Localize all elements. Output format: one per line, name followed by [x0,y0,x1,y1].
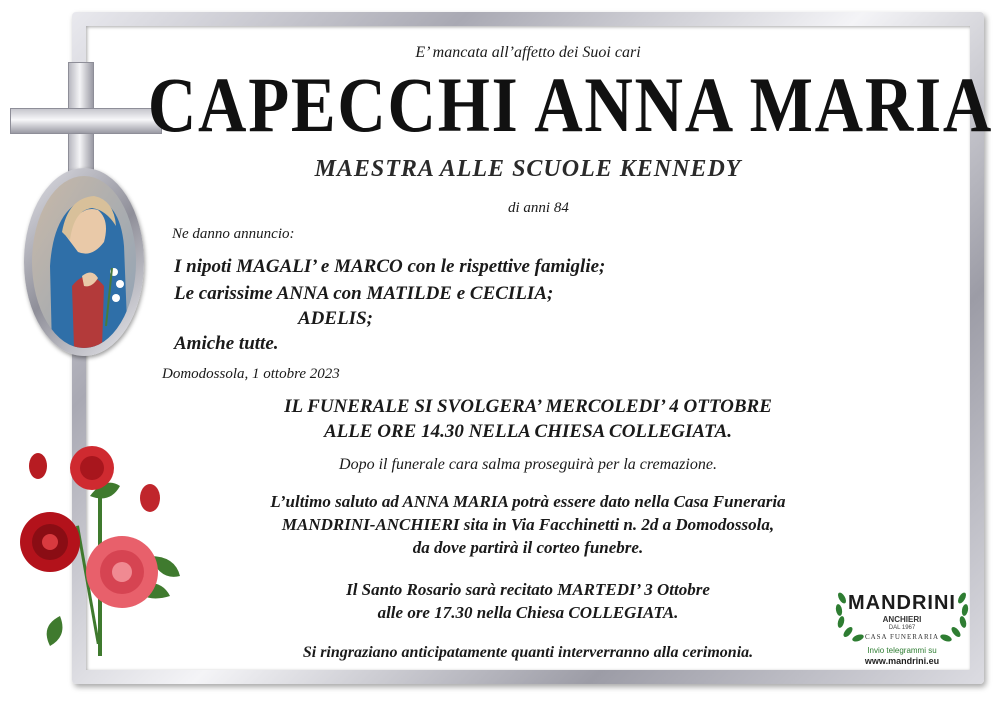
rosary-line: alle ore 17.30 nella Chiesa COLLEGIATA. [377,603,679,622]
logo-sub: ANCHIERI [882,615,922,624]
place-date: Domodossola, 1 ottobre 2023 [162,366,340,382]
logo-year: DAL 1967 [888,625,916,631]
funeral-line: ALLE ORE 14.30 NELLA CHIESA COLLEGIATA. [323,421,733,442]
deceased-name: CAPECCHI ANNA MARIA [147,61,993,148]
mourner-line: I nipoti MAGALI’ e MARCO con le rispettive famiglie; [174,256,606,277]
mourner-line: ADELIS; [298,308,373,329]
funeral-line: IL FUNERALE SI SVOLGERA’ MERCOLEDI’ 4 OTTOBRE [284,396,772,417]
last-greeting-line: L’ultimo saluto ad ANNA MARIA potrà essere dato nella Casa Funeraria [270,492,786,511]
last-greeting-line: da dove partirà il corteo funebre. [412,538,644,557]
mourner-line: Le carissime ANNA con MATILDE e CECILIA; [174,283,554,304]
rosary-line: Il Santo Rosario sarà recitato MARTEDI’ 3 Ottobre [346,580,710,599]
logo-telegram: Invio telegrammi su [867,646,937,655]
cross-arm [10,108,162,134]
madonna-portrait-icon [32,176,136,348]
mourner-line: Amiche tutte. [174,333,279,354]
logo-brand: MANDRINI [848,592,956,614]
funeral-home-logo [832,578,972,670]
intro-line: E’ mancata all’affetto dei Suoi cari [415,44,641,61]
cremation-line: Dopo il funerale cara salma proseguirà per la cremazione. [339,456,717,473]
logo-type: CASA FUNERARIA [864,633,940,641]
announce-label: Ne danno annuncio: [172,226,295,242]
logo-website[interactable]: www.mandrini.eu [864,656,940,666]
age-line: di anni 84 [508,200,569,216]
profession-line: MAESTRA ALLE SCUOLE KENNEDY [314,156,742,182]
thanks-line: Si ringraziano anticipatamente quanti interverranno alla cerimonia. [302,644,754,661]
last-greeting-line: MANDRINI-ANCHIERI sita in Via Facchinetti n. 2d a Domodossola, [281,515,775,534]
